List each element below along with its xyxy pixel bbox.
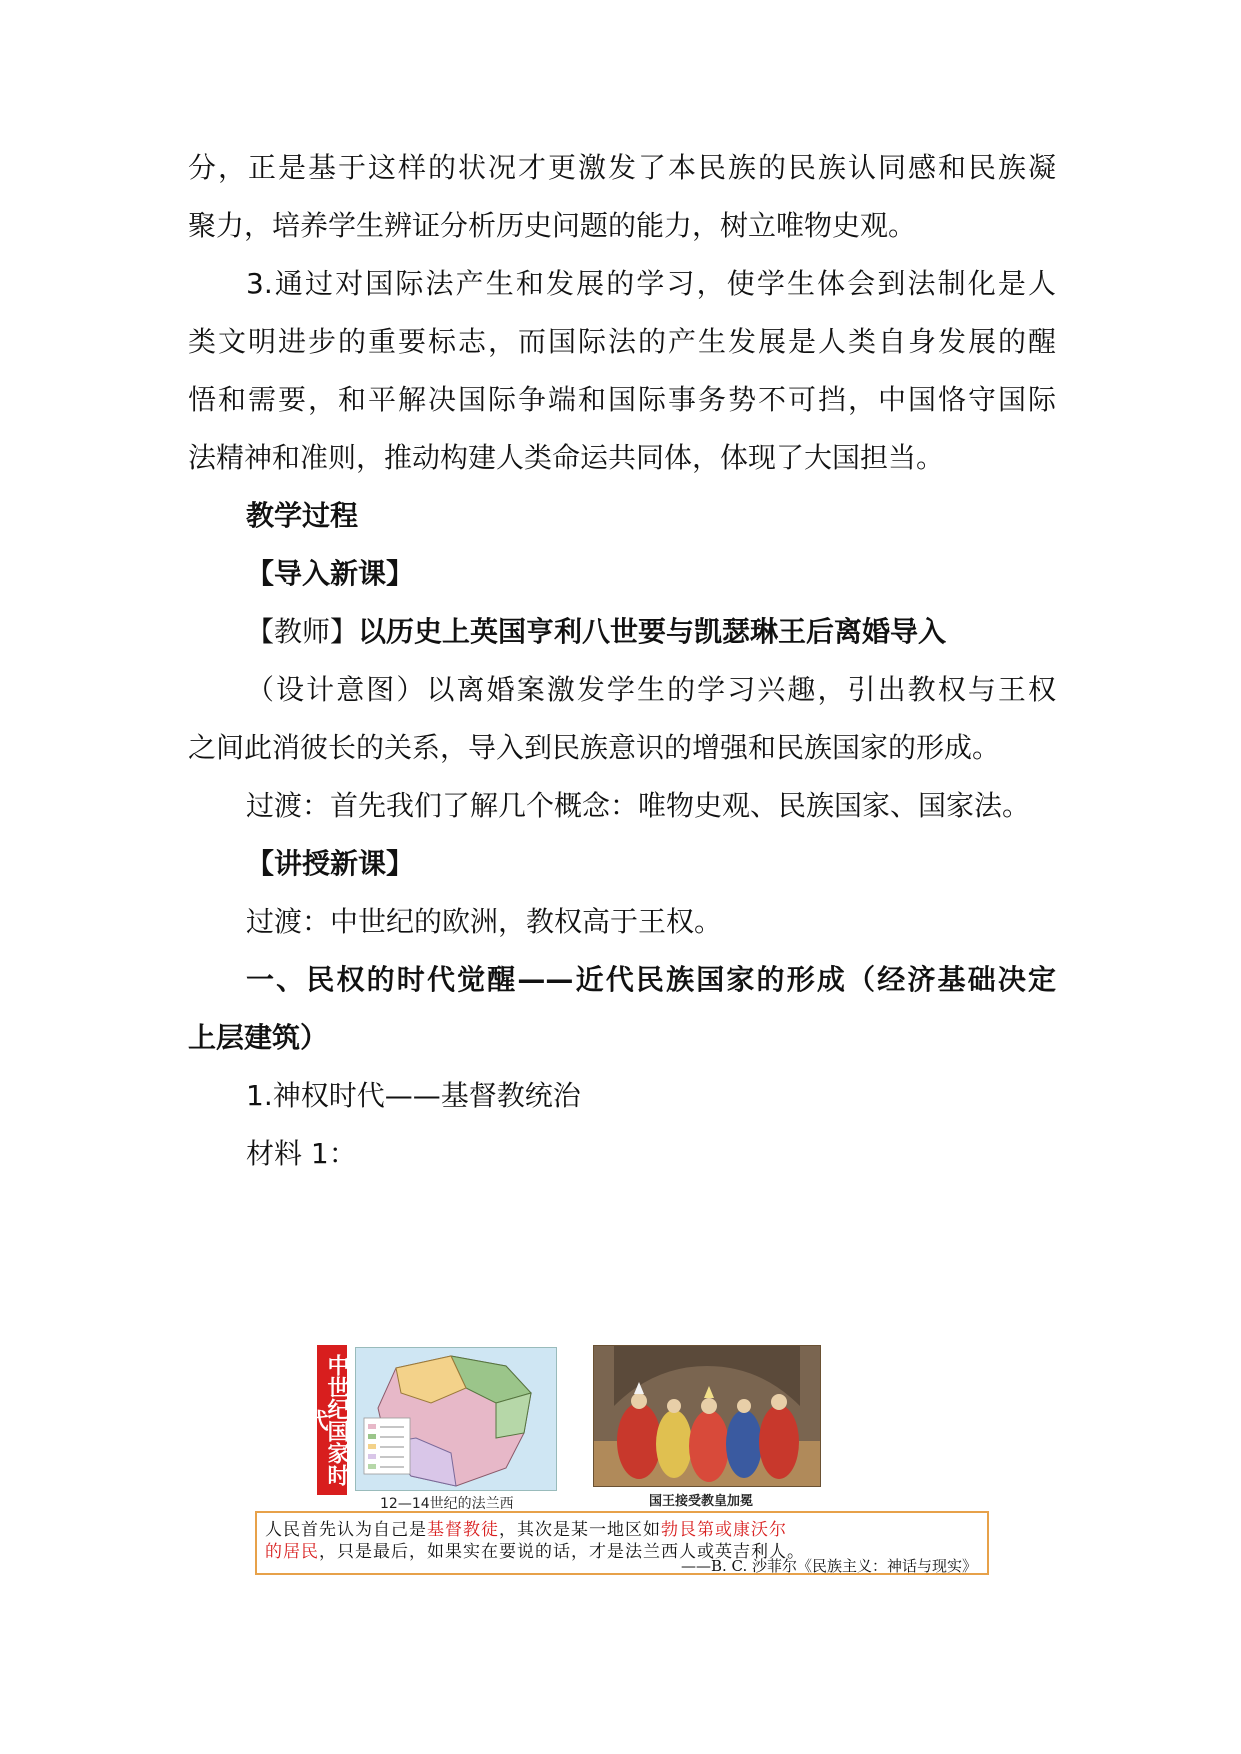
section-heading-intro: 【导入新课】 xyxy=(246,557,415,590)
quote-highlight: 勃艮第或康沃尔 xyxy=(661,1520,787,1540)
quote-highlight: 的居民 xyxy=(265,1542,319,1562)
painting-caption: 国王接受教皇加冕 xyxy=(649,1494,754,1509)
france-map-image xyxy=(355,1347,557,1491)
paragraph-line: 过渡：中世纪的欧洲，教权高于王权。 xyxy=(246,905,723,938)
painting-illustration xyxy=(594,1346,820,1486)
quote-source: ——B. C. 沙菲尔《民族主义：神话与现实》 xyxy=(680,1557,977,1575)
quote-text: ，其次是某一地区如 xyxy=(499,1520,661,1540)
paragraph-line: 过渡：首先我们了解几个概念：唯物史观、民族国家、国家法。 xyxy=(246,789,1031,822)
paragraph-line: 聚力，培养学生辨证分析历史问题的能力，树立唯物史观。 xyxy=(188,209,917,242)
quote-text: ，只是最后，如果实在要说的话，才是法兰西人或英吉利人。 xyxy=(319,1542,805,1562)
vertical-banner: 中世纪国家时代 xyxy=(317,1345,347,1495)
section-heading-process: 教学过程 xyxy=(246,499,359,532)
section-heading-one: 一、民权的时代觉醒——近代民族国家的形成（经济基础决定 xyxy=(246,963,1056,996)
coronation-painting-image xyxy=(593,1345,821,1487)
quote-box xyxy=(255,1511,989,1575)
teacher-line xyxy=(246,612,1056,652)
paragraph-line: 类文明进步的重要标志，而国际法的产生发展是人类自身发展的醒 xyxy=(188,325,1056,358)
paragraph-line: 3.通过对国际法产生和发展的学习，使学生体会到法制化是人 xyxy=(246,267,1056,300)
paragraph-line: 悟和需要，和平解决国际争端和国际事务势不可挡，中国恪守国际 xyxy=(188,383,1056,416)
teacher-text: 以历史上英国亨利八世要与凯瑟琳王后离婚导入 xyxy=(358,615,947,648)
paragraph-line: 之间此消彼长的关系，导入到民族意识的增强和民族国家的形成。 xyxy=(188,731,1001,764)
subsection-heading: 1.神权时代——基督教统治 xyxy=(246,1079,581,1112)
paragraph-line: 法精神和准则，推动构建人类命运共同体，体现了大国担当。 xyxy=(188,441,945,474)
map-caption: 12—14世纪的法兰西 xyxy=(380,1496,514,1512)
map-illustration xyxy=(356,1348,556,1490)
section-heading-one-cont: 上层建筑） xyxy=(188,1021,329,1054)
quote-line-1 xyxy=(265,1519,787,1541)
section-heading-lecture: 【讲授新课】 xyxy=(246,847,415,880)
paragraph-line: 分，正是基于这样的状况才更激发了本民族的民族认同感和民族凝 xyxy=(188,151,1056,184)
material-figure xyxy=(255,1345,995,1580)
teacher-prefix: 【教师】 xyxy=(246,615,359,648)
material-label: 材料 1： xyxy=(246,1137,357,1170)
quote-text: 人民首先认为自己是 xyxy=(265,1520,427,1540)
paragraph-line: （设计意图）以离婚案激发学生的学习兴趣，引出教权与王权 xyxy=(246,673,1056,706)
quote-highlight: 基督教徒 xyxy=(427,1520,499,1540)
